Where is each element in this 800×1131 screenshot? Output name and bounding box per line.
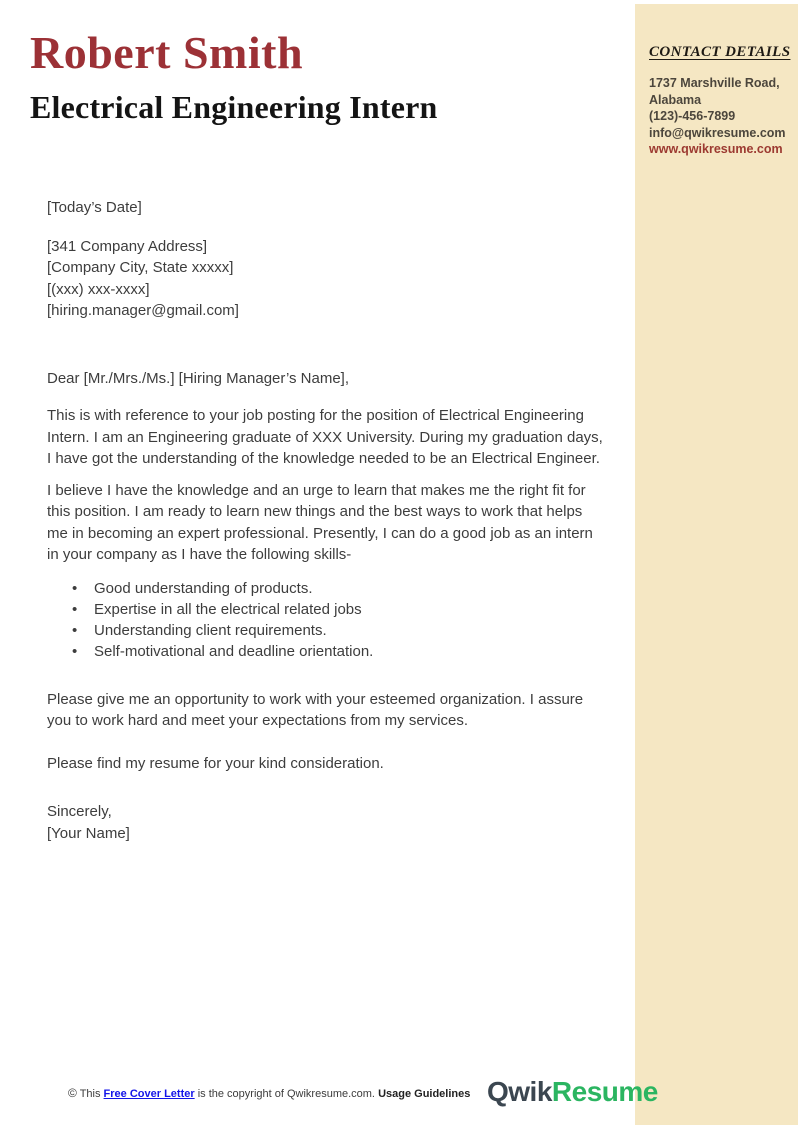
- contact-address-line2: Alabama: [649, 92, 702, 107]
- paragraph-opportunity: Please give me an opportunity to work with your esteemed organization. I assure you to work hard and meet your expectations from my services.: [47, 690, 584, 730]
- copyright-icon: ©: [68, 1086, 77, 1100]
- free-cover-letter-link[interactable]: Free Cover Letter: [103, 1088, 195, 1100]
- logo-qwik-text: Qwik: [487, 1076, 552, 1107]
- candidate-job-title: Electrical Engineering Intern: [30, 89, 438, 125]
- contact-address-line1: 1737 Marshville Road,: [649, 76, 780, 90]
- recipient-phone: [(xxx) xxx-xxxx]: [47, 280, 150, 298]
- skill-item: • Expertise in all the electrical related jobs: [94, 599, 605, 620]
- signature-placeholder: [Your Name]: [47, 824, 130, 842]
- recipient-city-state: [Company City, State xxxxx]: [47, 259, 234, 276]
- contact-sidebar: [635, 4, 798, 1125]
- contact-website-link[interactable]: www.qwikresume.com: [649, 142, 783, 156]
- letter-header: [30, 28, 620, 126]
- paragraph-intro: This is with reference to your job posting for the position of Electrical Engineering Intern. I am an Engineering graduate of XXX University. During my graduation days, I have got the understanding of the knowledge needed to be an Electrical Engineer.: [47, 407, 603, 467]
- copyright-line: [68, 1086, 470, 1100]
- paragraph-resume: Please find my resume for your kind consideration.: [47, 754, 384, 772]
- closing: Sincerely,: [47, 803, 112, 821]
- candidate-name: Robert Smith: [30, 27, 304, 78]
- letter-body: [47, 197, 605, 844]
- skill-item: • Understanding client requirements.: [94, 620, 605, 641]
- page-footer: [0, 1070, 658, 1115]
- contact-email: info@qwikresume.com: [649, 125, 786, 140]
- recipient-block: [47, 236, 605, 322]
- copyright-middle: is the copyright of Qwikresume.com.: [197, 1088, 375, 1100]
- logo-resume-text: Resume: [551, 1076, 658, 1107]
- paragraph-skills-intro: I believe I have the knowledge and an urge to learn that makes me the right fit for this position. I am ready to learn new things and the best ways to work that helps me in becoming an expert professional. Presently, I can do a good job as an intern in your company as I have the following skills-: [47, 481, 593, 563]
- usage-guidelines-link[interactable]: Usage Guidelines: [378, 1088, 471, 1100]
- skill-item: • Good understanding of products.: [94, 578, 605, 599]
- contact-details-heading: CONTACT DETAILS: [649, 44, 791, 60]
- skills-list: [47, 578, 605, 663]
- recipient-email: [hiring.manager@gmail.com]: [47, 302, 239, 319]
- skill-item: • Self-motivational and deadline orientation.: [94, 641, 605, 662]
- copyright-prefix: This: [79, 1088, 101, 1100]
- recipient-address: [341 Company Address]: [47, 237, 208, 255]
- qwikresume-logo[interactable]: [487, 1076, 658, 1108]
- contact-phone: (123)-456-7899: [649, 109, 736, 123]
- date-placeholder: [Today’s Date]: [47, 199, 142, 216]
- salutation: Dear [Mr./Mrs./Ms.] [Hiring Manager’s Name],: [47, 369, 350, 387]
